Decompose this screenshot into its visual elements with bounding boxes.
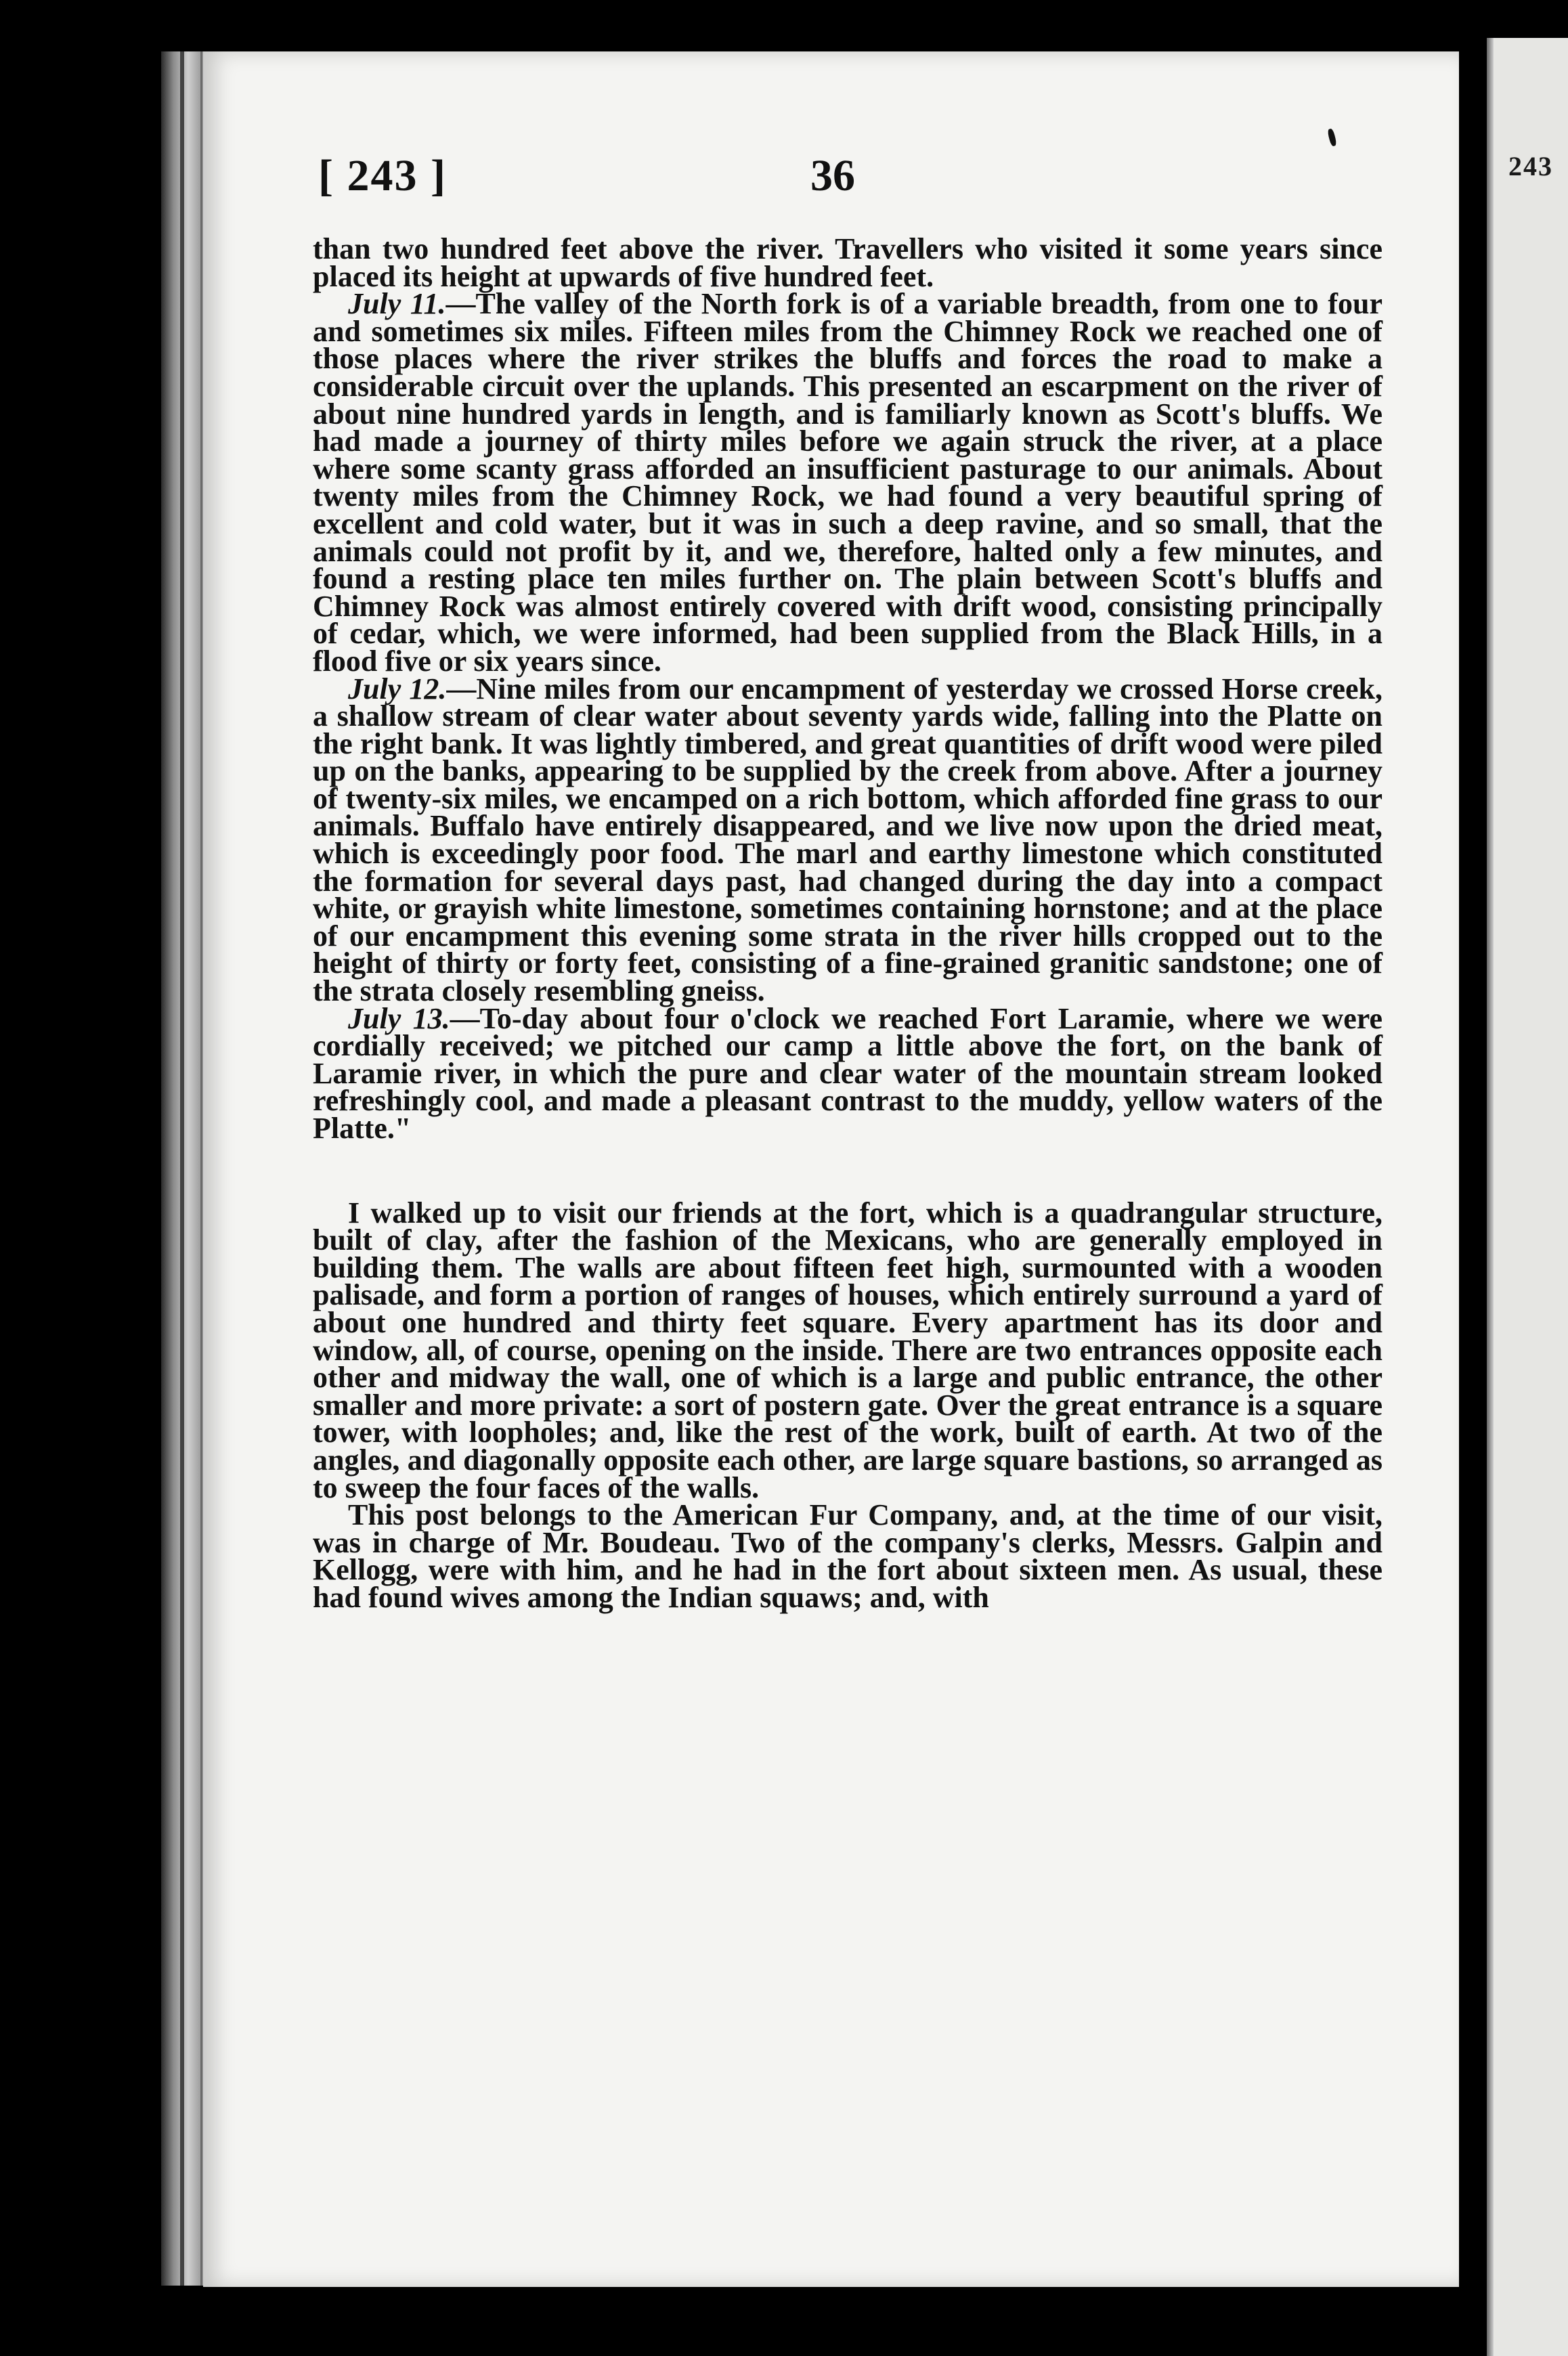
entry-date: July 13. xyxy=(348,1001,450,1035)
paragraph-july-12 xyxy=(313,672,1382,1008)
paragraph-july-11 xyxy=(313,287,1382,678)
paragraph-fort-description xyxy=(313,1196,1382,1504)
facing-page-edge xyxy=(1487,38,1568,2356)
page-number: 36 xyxy=(810,151,855,200)
paragraph-continuation xyxy=(313,232,1382,293)
paragraph-text: I walked up to visit our friends at the fort, which is a quadrangular structure, built of clay, after the fashion of the Mexicans, who are generally employed in building them. The walls are about fifteen feet high, surmounted with a wooden palisade, and form a portion of ranges of houses, which entirely surround a yard of about one hundred and thirty feet square. Every apartment has its door and window, all, of course, opening on the inside. There are two entrances opposite each other and midway the wall, one of which is a large and public entrance, the other smaller and more private: a sort of postern gate. Over the great entrance is a square tower, with loopholes; and, like the rest of the work, built of earth. At two of the angles, and diagonally opposite each other, are large square bastions, so arranged as to sweep the four faces of the walls. xyxy=(313,1196,1382,1504)
entry-date: July 12. xyxy=(348,672,447,705)
paragraph-text: —To-day about four o'clock we reached Fort Laramie, where we were cordially received; we pitched our camp a little above the fort, on the bank of Laramie river, in which the pure and clear water of the mountain stream looked refreshingly cool, and made a pleasant contrast to the muddy, yellow waters of the Platte." xyxy=(313,1001,1383,1145)
facing-page-fragment: 243 xyxy=(1508,151,1553,181)
document-number: [ 243 ] xyxy=(318,151,447,200)
body-text xyxy=(313,232,1383,1614)
paragraph-text: —Nine miles from our encampment of yesterday we crossed Horse creek, a shallow stream of clear water about seventy yards wide, falling into the Platte on the right bank. It was lightly timbered, and great quantities of drift wood were piled up on the banks, appearing to be supplied by the creek from above. After a journey of twenty-six miles, we encamped on a rich bottom, which afforded fine grass to our animals. Buffalo have entirely disappeared, and we live now upon the dried meat, which is exceedingly poor food. The marl and earthy limestone which constituted the formation for several days past, had changed during the day into a compact white, or grayish white limestone, sometimes containing hornstone; and at the place of our encampment this evening some strata in the river hills cropped out to the height of thirty or forty feet, consisting of a fine-grained granitic sandstone; one of the strata closely resembling gneiss. xyxy=(313,672,1382,1008)
page-header xyxy=(318,150,1381,211)
entry-date: July 11. xyxy=(348,287,446,321)
paragraph-text: This post belongs to the American Fur Company, and, at the time of our visit, was in charge of Mr. Boudeau. Two of the company's clerks, Messrs. Galpin and Kellogg, were with him, and he had in the fort about sixteen men. As usual, these had found wives among the Indian squaws; and, with xyxy=(313,1498,1382,1614)
paragraph-fur-company xyxy=(313,1498,1382,1614)
paragraph-text: than two hundred feet above the river. Travellers who visited it some years since placed its height at upwards of five hundred feet. xyxy=(313,232,1382,293)
paragraph-july-13 xyxy=(313,1001,1383,1145)
paragraph-text: —The valley of the North fork is of a variable breadth, from one to four and sometimes six miles. Fifteen miles from the Chimney Rock we reached one of those places where the river strikes the bluffs and forces the road to make a considerable circuit over the uplands. This presented an escarpment on the river of about nine hundred yards in length, and is familiarly known as Scott's bluffs. We had made a journey of thirty miles before we again struck the river, at a place where some scanty grass afforded an insufficient pasturage to our animals. About twenty miles from the Chimney Rock, we had found a very beautiful spring of excellent and cold water, but it was in such a deep ravine, and so small, that the animals could not profit by it, and we, therefore, halted only a few minutes, and found a resting place ten miles further on. The plain between Scott's bluffs and Chimney Rock was almost entirely covered with drift wood, consisting principally of cedar, which, we were informed, had been supplied from the Black Hills, in a flood five or six years since. xyxy=(313,287,1382,678)
